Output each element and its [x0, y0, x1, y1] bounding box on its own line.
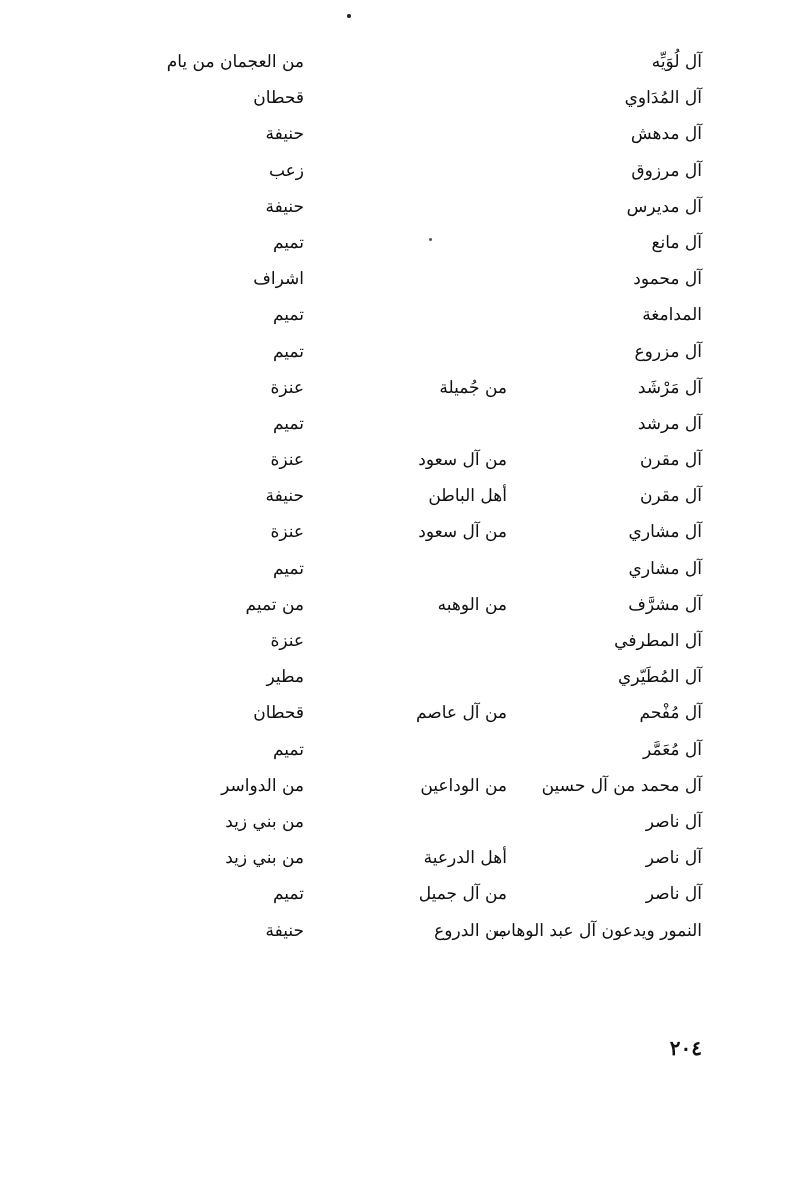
family-name: آل مشرَّف — [628, 594, 702, 615]
tribe-name: زعب — [268, 160, 304, 181]
family-note: من الوهبه — [437, 594, 507, 615]
list-row — [0, 116, 812, 152]
tribe-name: عنزة — [270, 522, 304, 543]
family-name: آل المُطَيّري — [618, 667, 702, 688]
family-name: آل محمود — [633, 269, 702, 290]
family-name: آل مرشد — [637, 413, 702, 434]
family-note — [307, 406, 507, 442]
list-row — [0, 406, 812, 442]
family-name: النمور ويدعون آل عبد الوهاب — [495, 920, 702, 941]
family-name: آل ناصر — [645, 884, 702, 905]
list-row — [0, 334, 812, 370]
family-name: آل مانع — [651, 232, 702, 253]
family-name: آل محمد من آل حسين — [541, 775, 702, 796]
list-row — [0, 370, 812, 406]
family-note: من الوداعين — [420, 775, 507, 796]
list-row — [0, 297, 812, 333]
family-note — [307, 334, 507, 370]
family-note — [307, 153, 507, 189]
tribe-name: قحطان — [253, 703, 304, 724]
family-note: أهل الدرعية — [423, 848, 507, 869]
family-note: من آل جميل — [418, 884, 507, 905]
family-note: من جُميلة — [439, 377, 507, 398]
family-note: من آل سعود — [418, 522, 507, 543]
tribe-name: تميم — [272, 232, 304, 253]
family-note: من آل عاصم — [415, 703, 507, 724]
family-note — [307, 261, 507, 297]
list-row — [0, 514, 812, 550]
family-name: المدامغة — [642, 305, 702, 326]
tribe-name: حنيفة — [265, 486, 304, 507]
ink-dot — [347, 14, 351, 18]
family-name: آل مشاري — [628, 522, 702, 543]
family-note: من آل سعود — [418, 450, 507, 471]
list-row — [0, 442, 812, 478]
family-list — [0, 44, 812, 949]
tribe-name: من الدواسر — [221, 775, 304, 796]
list-row — [0, 153, 812, 189]
family-name: آل المطرفي — [614, 631, 702, 651]
list-row — [0, 189, 812, 225]
family-note — [307, 551, 507, 587]
family-name: آل مقرن — [639, 450, 702, 471]
family-note — [307, 116, 507, 152]
list-row — [0, 44, 812, 80]
family-note — [307, 297, 507, 333]
tribe-name: من العجمان من يام — [166, 52, 304, 72]
list-row — [0, 551, 812, 587]
tribe-name: عنزة — [270, 377, 304, 398]
list-row — [0, 695, 812, 731]
tribe-name: حنيفة — [265, 196, 304, 217]
family-name: آل مشاري — [628, 558, 702, 579]
list-row — [0, 659, 812, 695]
tribe-name: مطير — [266, 667, 304, 688]
tribe-name: من بني زيد — [225, 848, 304, 869]
list-row — [0, 623, 812, 659]
family-name: آل لُوَيِّه — [651, 52, 702, 72]
list-row — [0, 913, 812, 949]
family-note — [307, 804, 507, 840]
family-name: آل مقرن — [639, 486, 702, 507]
family-note — [307, 225, 507, 261]
family-name: آل مرزوق — [631, 160, 702, 181]
family-note — [307, 80, 507, 116]
tribe-name: تميم — [272, 341, 304, 362]
list-row — [0, 80, 812, 116]
tribe-name: من بني زيد — [225, 811, 304, 832]
family-name: آل مزروع — [634, 341, 702, 362]
tribe-name: من تميم — [245, 594, 304, 615]
list-row — [0, 261, 812, 297]
tribe-name: قحطان — [253, 88, 304, 109]
list-row — [0, 840, 812, 876]
family-note — [307, 189, 507, 225]
family-name: آل مديرس — [626, 196, 702, 217]
tribe-name: تميم — [272, 413, 304, 434]
list-row — [0, 804, 812, 840]
tribe-name: عنزة — [270, 450, 304, 471]
family-name: آل مُعَمَّر — [643, 739, 702, 760]
tribe-name: تميم — [272, 739, 304, 760]
family-name: آل مُفْحم — [639, 703, 702, 724]
tribe-name: عنزة — [270, 631, 304, 651]
family-name: آل المُدَاوي — [624, 88, 702, 109]
family-name: آل ناصر — [645, 811, 702, 832]
family-note — [307, 623, 507, 659]
family-note: من الدروع — [434, 920, 507, 941]
family-note: أهل الباطن — [428, 486, 507, 507]
tribe-name: حنيفة — [265, 124, 304, 145]
tribe-name: حنيفة — [265, 920, 304, 941]
list-row — [0, 225, 812, 261]
page-number: ٢٠٤ — [669, 1036, 702, 1060]
family-name: آل ناصر — [645, 848, 702, 869]
list-row — [0, 478, 812, 514]
family-note — [307, 732, 507, 768]
list-row — [0, 876, 812, 912]
list-row — [0, 732, 812, 768]
family-name: آل مَرْشَد — [637, 377, 702, 398]
tribe-name: تميم — [272, 558, 304, 579]
list-row — [0, 768, 812, 804]
family-name: آل مدهش — [630, 124, 702, 145]
tribe-name: تميم — [272, 305, 304, 326]
tribe-name: اشراف — [253, 269, 304, 290]
tribe-name: تميم — [272, 884, 304, 905]
family-note — [307, 659, 507, 695]
list-row — [0, 587, 812, 623]
family-note — [307, 44, 507, 80]
